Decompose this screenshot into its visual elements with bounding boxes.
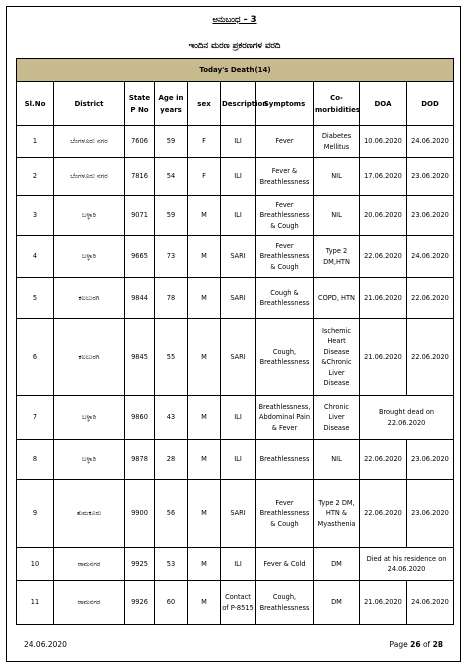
cell-age: 59 — [155, 196, 188, 236]
col-header-description: Description — [221, 82, 256, 126]
cell-doa: 10.06.2020 — [360, 126, 407, 158]
cell-doa: 22.06.2020 — [360, 480, 407, 548]
cell-doa: 21.06.2020 — [360, 319, 407, 396]
cell-dod: 22.06.2020 — [407, 319, 454, 396]
cell-description: SARI — [221, 236, 256, 278]
report-subtitle: ಇಂದಿನ ಮರಣ ಪ್ರಕರಣಗಳ ವರದಿ — [188, 41, 281, 51]
page-of: of — [422, 640, 431, 649]
cell-description: Contact of P-8515 — [221, 581, 256, 625]
cell-description: ILI — [221, 158, 256, 196]
cell-age: 55 — [155, 319, 188, 396]
cell-comorbidities: NIL — [314, 196, 360, 236]
cell-sex: M — [188, 236, 221, 278]
cell-symptoms: Fever Breathlessness & Cough — [256, 480, 314, 548]
col-header-sex: sex — [188, 82, 221, 126]
cell-comorbidities: NIL — [314, 440, 360, 480]
cell-district: ಬೆಂಗಳೂರು ನಗರ — [54, 126, 125, 158]
cell-comorbidities: Ischemic Heart Disease &Chronic Liver Disease — [314, 319, 360, 396]
cell-state-pno: 9925 — [125, 548, 155, 581]
cell-slno: 4 — [17, 236, 54, 278]
cell-comorbidities: Diabetes Mellitus — [314, 126, 360, 158]
col-header-symptoms: Symptoms — [256, 82, 314, 126]
table-row — [17, 396, 454, 440]
cell-description: ILI — [221, 196, 256, 236]
cell-district: ಕಲಬುರಗಿ — [54, 278, 125, 319]
cell-district: ರಾಮನಗರ — [54, 581, 125, 625]
cell-symptoms: Cough, Breathlessness — [256, 319, 314, 396]
cell-comorbidities: Type 2 DM, HTN & Myasthenia — [314, 480, 360, 548]
cell-slno: 2 — [17, 158, 54, 196]
table-row — [17, 196, 454, 236]
cell-slno: 10 — [17, 548, 54, 581]
cell-district: ಬೆಂಗಳೂರು ನಗರ — [54, 158, 125, 196]
cell-age: 78 — [155, 278, 188, 319]
cell-sex: M — [188, 396, 221, 440]
table-row — [17, 319, 454, 396]
col-header-comorbidities: Co-morbidities — [314, 82, 360, 126]
cell-slno: 8 — [17, 440, 54, 480]
cell-district: ಬಳ್ಳಾರಿ — [54, 440, 125, 480]
cell-age: 54 — [155, 158, 188, 196]
table-row — [17, 480, 454, 548]
cell-age: 56 — [155, 480, 188, 548]
cell-age: 60 — [155, 581, 188, 625]
cell-district: ತುಮಕೂರು — [54, 480, 125, 548]
annexure-heading: ಅನುಬಂಧ – 3 — [212, 15, 257, 25]
cell-age: 53 — [155, 548, 188, 581]
cell-doa: 21.06.2020 — [360, 278, 407, 319]
cell-doa-dod-note: Died at his residence on 24.06.2020 — [360, 548, 454, 581]
cell-symptoms: Cough, Breathlessness — [256, 581, 314, 625]
col-header-slno: Sl.No — [17, 82, 54, 126]
cell-comorbidities: COPD, HTN — [314, 278, 360, 319]
cell-district: ಬಳ್ಳಾರಿ — [54, 396, 125, 440]
cell-state-pno: 9071 — [125, 196, 155, 236]
cell-dod: 24.06.2020 — [407, 126, 454, 158]
cell-district: ಬಳ್ಳಾರಿ — [54, 196, 125, 236]
cell-doa: 22.06.2020 — [360, 236, 407, 278]
cell-doa: 22.06.2020 — [360, 440, 407, 480]
cell-sex: M — [188, 278, 221, 319]
cell-slno: 11 — [17, 581, 54, 625]
cell-slno: 6 — [17, 319, 54, 396]
table-row — [17, 278, 454, 319]
cell-district: ಬಳ್ಳಾರಿ — [54, 236, 125, 278]
cell-doa: 21.06.2020 — [360, 581, 407, 625]
cell-dod: 23.06.2020 — [407, 480, 454, 548]
cell-comorbidities: Chronic Liver Disease — [314, 396, 360, 440]
cell-slno: 7 — [17, 396, 54, 440]
table-row — [17, 236, 454, 278]
cell-dod: 23.06.2020 — [407, 158, 454, 196]
footer-date: 24.06.2020 — [24, 640, 67, 649]
table-row — [17, 440, 454, 480]
cell-description: SARI — [221, 319, 256, 396]
table-title-row — [17, 59, 454, 82]
cell-state-pno: 9860 — [125, 396, 155, 440]
cell-symptoms: Breathlessness, Abdominal Pain & Fever — [256, 396, 314, 440]
cell-description: ILI — [221, 396, 256, 440]
cell-age: 59 — [155, 126, 188, 158]
cell-symptoms: Breathlessness — [256, 440, 314, 480]
cell-state-pno: 9900 — [125, 480, 155, 548]
cell-state-pno: 9844 — [125, 278, 155, 319]
cell-state-pno: 9926 — [125, 581, 155, 625]
col-header-doa: DOA — [360, 82, 407, 126]
cell-district: ಕಲಬುರಗಿ — [54, 319, 125, 396]
cell-sex: M — [188, 480, 221, 548]
table-row — [17, 158, 454, 196]
table-header-row — [17, 82, 454, 126]
page-current: 26 — [410, 640, 421, 649]
col-header-district: District — [54, 82, 125, 126]
cell-description: ILI — [221, 126, 256, 158]
cell-description: SARI — [221, 278, 256, 319]
cell-sex: M — [188, 196, 221, 236]
cell-symptoms: Fever & Cold — [256, 548, 314, 581]
cell-state-pno: 9665 — [125, 236, 155, 278]
death-table — [16, 58, 454, 625]
table-row — [17, 548, 454, 581]
cell-symptoms: Fever Breathlessness & Cough — [256, 196, 314, 236]
cell-slno: 9 — [17, 480, 54, 548]
cell-doa: 20.06.2020 — [360, 196, 407, 236]
cell-state-pno: 9878 — [125, 440, 155, 480]
cell-sex: F — [188, 158, 221, 196]
col-header-state-pno: State P No — [125, 82, 155, 126]
table-row — [17, 581, 454, 625]
col-header-dod: DOD — [407, 82, 454, 126]
cell-state-pno: 7816 — [125, 158, 155, 196]
cell-dod: 24.06.2020 — [407, 581, 454, 625]
cell-sex: M — [188, 581, 221, 625]
cell-doa: 17.06.2020 — [360, 158, 407, 196]
cell-doa-dod-note: Brought dead on 22.06.2020 — [360, 396, 454, 440]
cell-age: 43 — [155, 396, 188, 440]
cell-sex: M — [188, 440, 221, 480]
cell-symptoms: Cough & Breathlessness — [256, 278, 314, 319]
cell-sex: M — [188, 319, 221, 396]
table-row — [17, 126, 454, 158]
cell-state-pno: 7606 — [125, 126, 155, 158]
page-number — [390, 640, 443, 649]
page-label: Page — [389, 640, 408, 649]
cell-dod: 22.06.2020 — [407, 278, 454, 319]
cell-description: ILI — [221, 440, 256, 480]
table-title: Today's Death(14) — [17, 59, 454, 82]
cell-age: 28 — [155, 440, 188, 480]
cell-sex: F — [188, 126, 221, 158]
page-total: 28 — [432, 640, 443, 649]
cell-description: ILI — [221, 548, 256, 581]
cell-comorbidities: DM — [314, 581, 360, 625]
cell-sex: M — [188, 548, 221, 581]
cell-dod: 23.06.2020 — [407, 196, 454, 236]
cell-symptoms: Fever — [256, 126, 314, 158]
cell-symptoms: Fever & Breathlessness — [256, 158, 314, 196]
cell-state-pno: 9845 — [125, 319, 155, 396]
cell-district: ರಾಮನಗರ — [54, 548, 125, 581]
cell-comorbidities: DM — [314, 548, 360, 581]
cell-description: SARI — [221, 480, 256, 548]
cell-dod: 24.06.2020 — [407, 236, 454, 278]
cell-comorbidities: NIL — [314, 158, 360, 196]
cell-slno: 1 — [17, 126, 54, 158]
cell-symptoms: Fever Breathlessness & Cough — [256, 236, 314, 278]
cell-age: 73 — [155, 236, 188, 278]
cell-dod: 23.06.2020 — [407, 440, 454, 480]
col-header-age: Age in years — [155, 82, 188, 126]
cell-slno: 3 — [17, 196, 54, 236]
cell-slno: 5 — [17, 278, 54, 319]
cell-comorbidities: Type 2 DM,HTN — [314, 236, 360, 278]
